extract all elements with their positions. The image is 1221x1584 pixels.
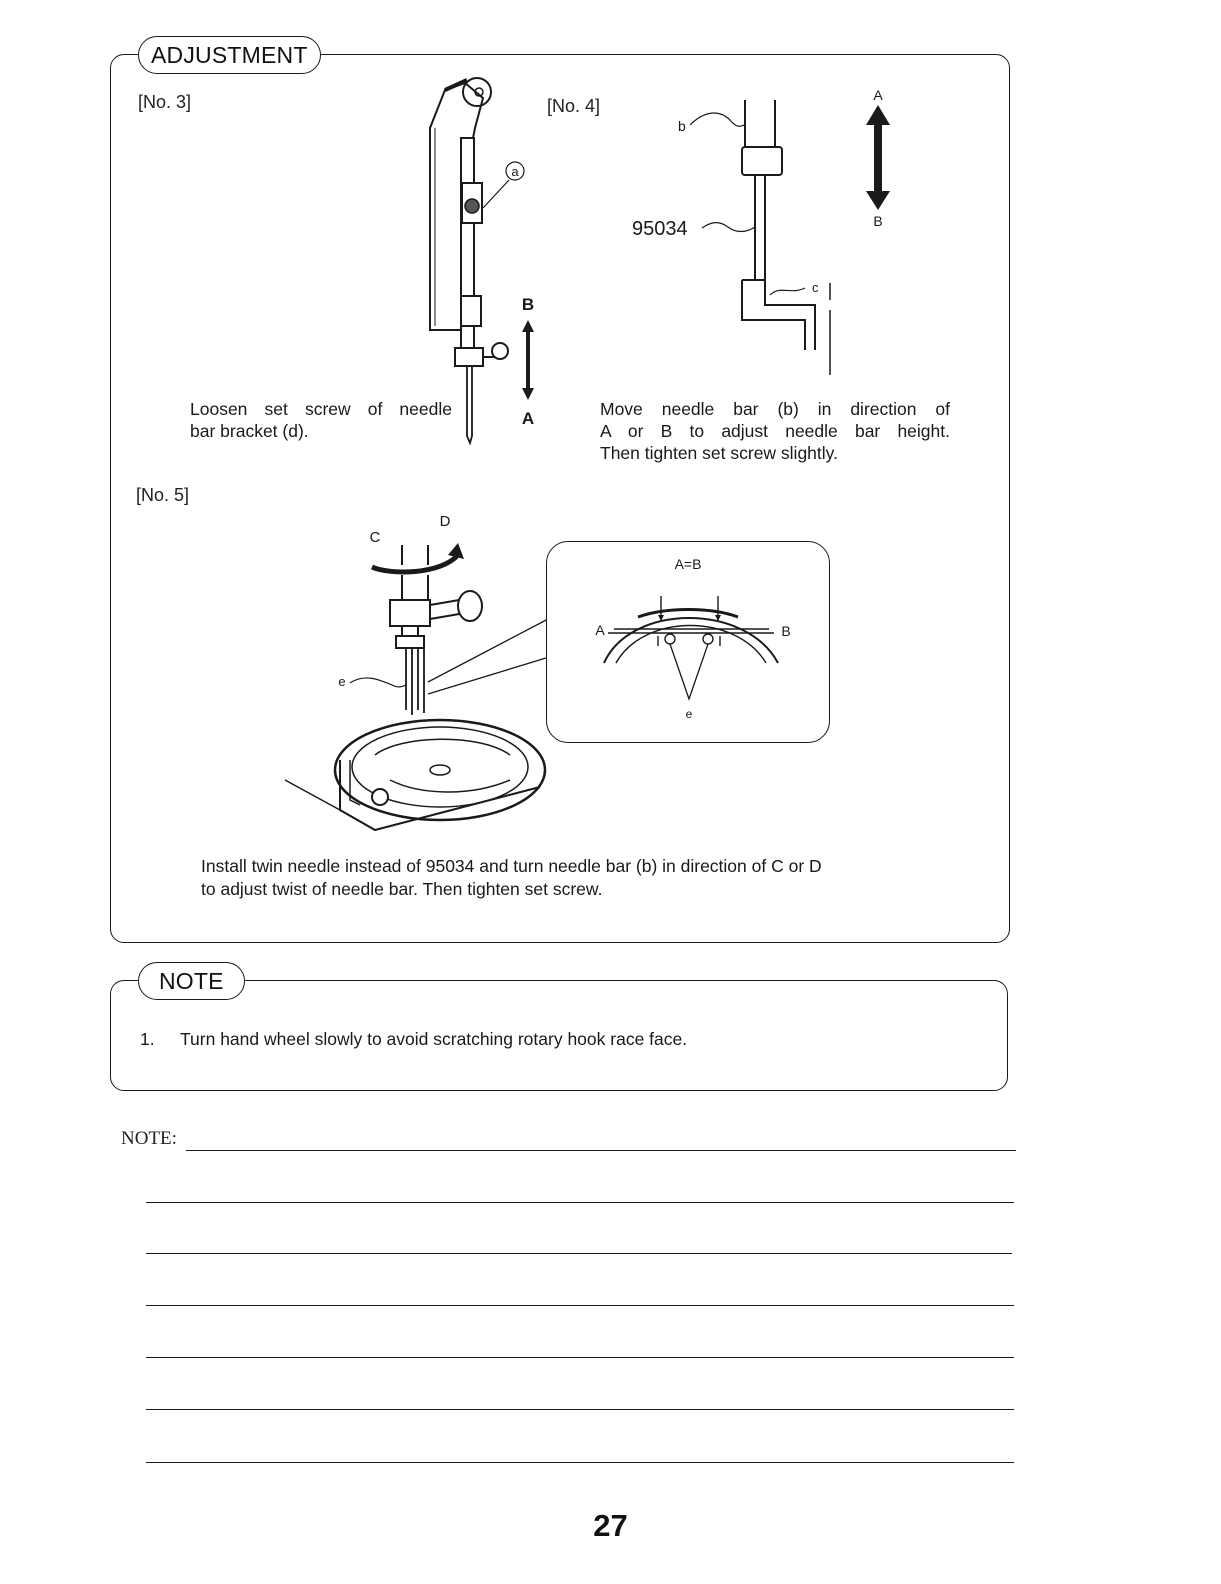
fig3-caption-line1: Loosen set screw of needle	[190, 399, 452, 419]
notes-label: NOTE:	[121, 1128, 177, 1149]
fig5-caption-line2: to adjust twist of needle bar. Then tighten set screw.	[201, 879, 603, 899]
fig4-needle-bar-illustration	[620, 95, 860, 380]
fig5-label: [No. 5]	[136, 485, 190, 505]
fig5-detail-illustration	[546, 541, 830, 743]
note-item-number: 1.	[140, 1029, 155, 1049]
fig4-arrow-label-b: B	[873, 213, 883, 229]
fig3-marker-a: a	[511, 164, 519, 179]
fig4-caption-line1: Move needle bar (b) in direction of	[600, 399, 950, 419]
fig3-arrow-label-a: A	[521, 409, 535, 428]
fig4-caption-line2: A or B to adjust needle bar height.	[600, 421, 950, 441]
page-number: 27	[593, 1508, 628, 1543]
fig5-rotation-c: C	[369, 529, 381, 546]
fig4-label: [No. 4]	[547, 96, 601, 116]
notes-line	[146, 1357, 1014, 1358]
fig5-caption-line1: Install twin needle instead of 95034 and turn needle bar (b) in direction of C or D	[201, 856, 822, 876]
fig3-caption-line2: bar bracket (d).	[190, 421, 309, 441]
fig4-part-c: c	[812, 280, 819, 295]
fig5-detail-e: e	[685, 707, 693, 721]
notes-line	[146, 1462, 1014, 1463]
fig5-detail-title: A=B	[674, 556, 702, 572]
notes-line	[146, 1202, 1014, 1203]
fig4-arrow-label-a: A	[873, 87, 883, 103]
fig5-detail-a: A	[595, 622, 605, 638]
notes-line	[146, 1305, 1014, 1306]
fig3-label: [No. 3]	[138, 92, 192, 112]
fig5-part-e: e	[338, 674, 346, 689]
fig3-direction-arrow	[510, 290, 550, 430]
fig4-direction-arrow	[860, 85, 896, 230]
note-box-title: NOTE	[138, 962, 245, 1000]
adjustment-title: ADJUSTMENT	[138, 36, 321, 74]
note-item-text: Turn hand wheel slowly to avoid scratching rotary hook race face.	[180, 1029, 688, 1049]
fig4-part-b: b	[678, 118, 686, 134]
notes-line	[146, 1253, 1012, 1254]
notes-line	[186, 1150, 1016, 1151]
fig3-arrow-label-b: B	[521, 295, 535, 314]
fig5-zoom-lines	[420, 610, 555, 720]
fig4-caption-line3: Then tighten set screw slightly.	[600, 443, 838, 463]
fig4-part-code: 95034	[632, 218, 688, 240]
fig5-detail-b: B	[781, 623, 791, 639]
fig5-rotation-d: D	[439, 513, 451, 530]
notes-line	[146, 1409, 1014, 1410]
